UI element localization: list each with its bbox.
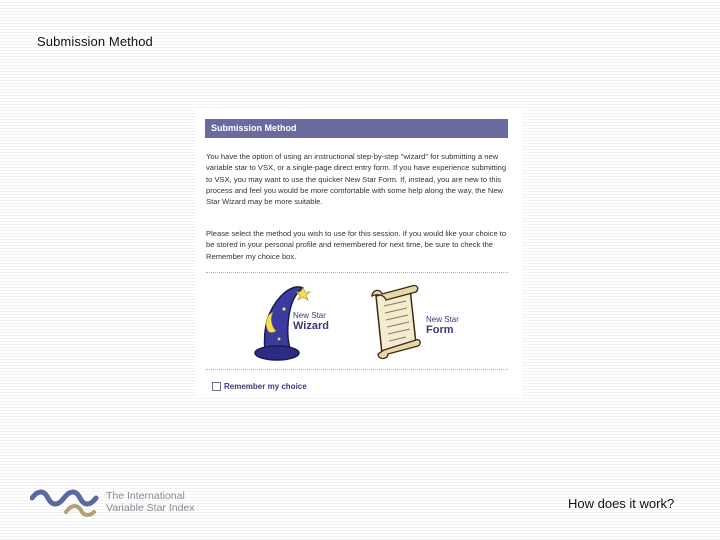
divider [206, 272, 508, 273]
footer-caption: How does it work? [568, 496, 675, 511]
panel-header: Submission Method [205, 119, 508, 138]
wizard-label-small: New Star [293, 311, 326, 320]
new-star-wizard-button[interactable] [251, 281, 347, 363]
instruction-paragraph: Please select the method you wish to use for this session. If you would like your choice to be stored in your personal profile and remembered for next time, be sure to check the Remember my choice box. [206, 229, 507, 261]
new-star-form-button[interactable] [366, 282, 464, 360]
logo-text [106, 491, 195, 514]
remember-choice-checkbox[interactable] [212, 382, 221, 391]
form-label-small: New Star [426, 315, 459, 324]
logo-line-2: Variable Star Index [106, 501, 195, 514]
wizard-label: Wizard [293, 320, 329, 332]
submission-method-panel [196, 110, 522, 396]
logo-line-1: The International [106, 490, 185, 502]
remember-choice-option[interactable] [212, 380, 307, 392]
form-label: Form [426, 324, 454, 336]
vsx-logo [30, 488, 210, 518]
intro-paragraph: You have the option of using an instructional step-by-step "wizard" for submitting a new variable star to VSX, or a single-page direct entry form. If you have experience submitting to VSX, you may want to use the quicker New Star Form. If, instead, you are new to this process and feel you would be more comfortable with some help along the way, the New Star Wizard may be more suitable. [206, 152, 507, 207]
slide-title: Submission Method [37, 34, 153, 49]
wave-logo-icon [30, 488, 102, 518]
remember-choice-label: Remember my choice [224, 381, 307, 391]
divider [206, 369, 508, 370]
